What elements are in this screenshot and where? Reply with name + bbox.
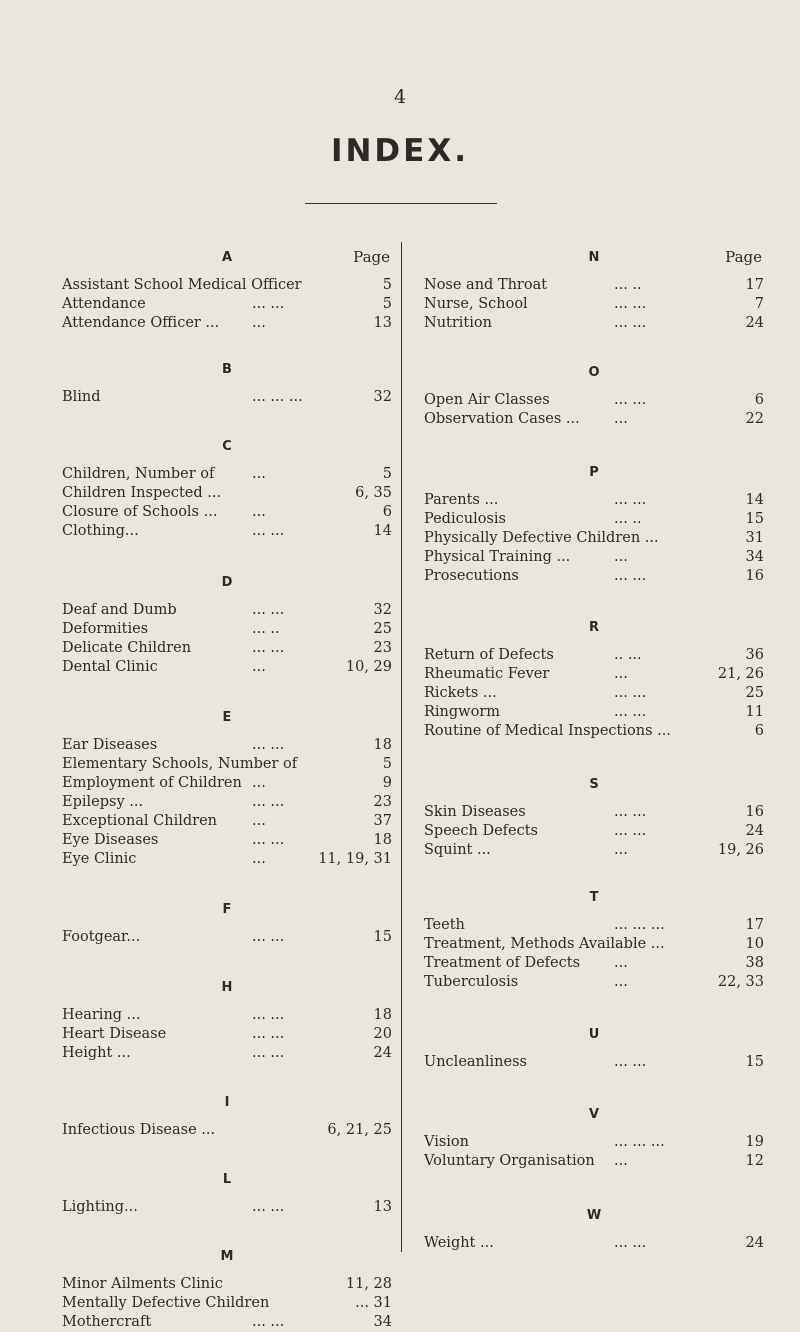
index-entry	[424, 1053, 764, 1072]
index-entry	[62, 1025, 392, 1044]
entry-term: Parents ...	[424, 492, 499, 508]
index-section-s	[424, 775, 764, 860]
entry-pages: 13	[373, 1199, 392, 1215]
entry-pages: 6, 21, 25	[327, 1122, 392, 1138]
section-letter: I	[224, 1095, 230, 1110]
section-letter: S	[589, 777, 599, 792]
section-letter: V	[588, 1107, 600, 1122]
index-entry	[62, 601, 392, 620]
page-title: INDEX.	[330, 133, 470, 169]
entry-term: Routine of Medical Inspections ...	[424, 723, 671, 739]
entry-leader: ... ...	[614, 392, 647, 408]
index-entry	[62, 639, 392, 658]
index-entry	[62, 812, 392, 831]
entry-term: Heart Disease	[62, 1026, 167, 1042]
entry-pages: 24	[745, 823, 764, 839]
entry-pages: 19, 26	[717, 842, 764, 858]
index-section-h	[62, 978, 392, 1063]
entry-term: Epilepsy ...	[62, 794, 144, 810]
entry-pages: 6, 35	[355, 485, 392, 501]
page-column-label: Page	[353, 248, 390, 266]
entry-leader: ...	[614, 549, 628, 565]
index-entry	[62, 793, 392, 812]
entry-leader: ... ...	[252, 737, 285, 753]
index-section-i	[62, 1093, 392, 1140]
entry-pages: 15	[745, 511, 764, 527]
index-entry	[424, 935, 764, 954]
entry-term: Nutrition	[424, 315, 492, 331]
entry-pages: 5	[382, 296, 392, 312]
index-entry	[62, 774, 392, 793]
entry-leader: ...	[252, 315, 266, 331]
entry-pages: 25	[373, 621, 392, 637]
entry-term: Deaf and Dumb	[62, 602, 177, 618]
entry-pages: 23	[373, 794, 392, 810]
entry-leader: ...	[252, 813, 266, 829]
index-entry	[424, 646, 764, 665]
entry-pages: 5	[382, 277, 392, 293]
index-entry	[62, 736, 392, 755]
entry-leader: ... ...	[614, 568, 647, 584]
entry-term: Uncleanliness	[424, 1054, 527, 1070]
entry-pages: 9	[382, 775, 392, 791]
entry-leader: ... ...	[252, 1314, 285, 1330]
entry-term: Teeth	[424, 917, 465, 933]
entry-term: Weight ...	[424, 1235, 494, 1251]
entry-term: Children, Number of	[62, 466, 215, 482]
entry-term: Observation Cases ...	[424, 411, 580, 427]
entry-leader: ... ...	[614, 704, 647, 720]
entry-term: Treatment, Methods Available ...	[424, 936, 665, 952]
entry-leader: ...	[614, 666, 628, 682]
index-section-r	[424, 618, 764, 741]
entry-term: Assistant School Medical Officer	[62, 277, 302, 293]
entry-term: Ear Diseases	[62, 737, 158, 753]
entry-pages: 14	[745, 492, 764, 508]
entry-pages: 24	[745, 315, 764, 331]
entry-pages: 25	[745, 685, 764, 701]
entry-term: Nose and Throat	[424, 277, 548, 293]
entry-term: Footgear...	[62, 929, 141, 945]
entry-term: Skin Diseases	[424, 804, 526, 820]
section-letter: M	[220, 1249, 234, 1264]
entry-leader: ...	[252, 851, 266, 867]
entry-leader: ...	[252, 504, 266, 520]
entry-term: Return of Defects	[424, 647, 554, 663]
index-entry	[62, 755, 392, 774]
entry-pages: 38	[745, 955, 764, 971]
section-letter: C	[222, 439, 232, 454]
index-entry	[62, 1198, 392, 1217]
entry-pages: 19	[745, 1134, 764, 1150]
entry-pages: 16	[745, 568, 764, 584]
entry-pages: 12	[745, 1153, 764, 1169]
entry-leader: ... ...	[252, 1007, 285, 1023]
section-letter: P	[589, 465, 599, 480]
section-letter: T	[589, 890, 599, 905]
section-letter: L	[222, 1172, 232, 1187]
index-section-d	[62, 573, 392, 677]
entry-term: Attendance Officer ...	[62, 315, 220, 331]
section-letter: H	[221, 980, 233, 995]
entry-term: Dental Clinic	[62, 659, 158, 675]
index-entry	[424, 295, 764, 314]
entry-pages: 24	[745, 1235, 764, 1251]
entry-pages: 18	[373, 832, 392, 848]
entry-pages: 14	[373, 523, 392, 539]
section-letter: O	[588, 365, 600, 380]
section-letter: W	[586, 1208, 602, 1223]
entry-pages: 7	[754, 296, 764, 312]
section-letter: F	[222, 902, 232, 917]
entry-term: Physically Defective Children ...	[424, 530, 659, 546]
entry-term: Mothercraft	[62, 1314, 152, 1330]
index-section-u	[424, 1025, 764, 1072]
entry-leader: ... ...	[614, 823, 647, 839]
index-entry	[62, 1313, 392, 1332]
entry-leader: ... ...	[252, 523, 285, 539]
index-entry	[424, 1133, 764, 1152]
entry-pages: 31	[745, 530, 764, 546]
entry-term: Elementary Schools, Number of	[62, 756, 298, 772]
index-entry	[62, 1006, 392, 1025]
index-entry	[424, 567, 764, 586]
page-column-label: Page	[725, 248, 762, 266]
index-entry	[424, 1234, 764, 1253]
section-letter: E	[222, 710, 232, 725]
section-letter: R	[588, 620, 599, 635]
index-entry	[424, 410, 764, 429]
index-entry	[62, 831, 392, 850]
index-entry	[62, 276, 392, 295]
entry-term: Tuberculosis	[424, 974, 519, 990]
entry-pages: 10	[745, 936, 764, 952]
entry-term: Height ...	[62, 1045, 131, 1061]
entry-pages: 17	[745, 917, 764, 933]
index-entry	[62, 620, 392, 639]
index-entry	[62, 295, 392, 314]
entry-term: Employment of Children	[62, 775, 242, 791]
index-entry	[62, 1121, 392, 1140]
section-letter: B	[222, 362, 232, 377]
column-header	[424, 248, 764, 274]
entry-leader: ...	[614, 411, 628, 427]
index-section-e	[62, 708, 392, 869]
entry-leader: ...	[614, 1153, 628, 1169]
page-number: 4	[393, 86, 407, 108]
entry-leader: ...	[614, 842, 628, 858]
index-entry	[62, 503, 392, 522]
entry-leader: ...	[252, 659, 266, 675]
index-entry	[424, 954, 764, 973]
index-section-p	[424, 463, 764, 586]
index-entry	[62, 928, 392, 947]
entry-term: Rickets ...	[424, 685, 497, 701]
entry-term: Delicate Children	[62, 640, 192, 656]
index-column-right	[424, 248, 764, 1253]
index-entry	[62, 314, 392, 333]
index-section-t	[424, 888, 764, 992]
index-entry	[62, 522, 392, 541]
entry-pages: 20	[373, 1026, 392, 1042]
entry-leader: ... ...	[614, 804, 647, 820]
entry-pages: 32	[373, 389, 392, 405]
entry-pages: 5	[382, 756, 392, 772]
entry-term: Blind	[62, 389, 101, 405]
index-section-o	[424, 363, 764, 429]
entry-leader: ... ...	[614, 685, 647, 701]
entry-leader: ... ... ...	[614, 1134, 665, 1150]
entry-term: Treatment of Defects	[424, 955, 581, 971]
entry-term: Hearing ...	[62, 1007, 141, 1023]
index-entry	[424, 491, 764, 510]
entry-leader: .. ...	[614, 647, 642, 663]
entry-term: Infectious Disease ...	[62, 1122, 216, 1138]
entry-pages: 18	[373, 737, 392, 753]
entry-term: Open Air Classes	[424, 392, 550, 408]
entry-term: Physical Training ...	[424, 549, 571, 565]
entry-term: Exceptional Children	[62, 813, 218, 829]
entry-leader: ... ...	[252, 602, 285, 618]
index-entry	[424, 391, 764, 410]
entry-pages: 6	[382, 504, 392, 520]
entry-pages: 23	[373, 640, 392, 656]
index-entry	[62, 1044, 392, 1063]
entry-leader: ... ...	[252, 640, 285, 656]
entry-leader: ... ... ...	[252, 389, 303, 405]
entry-pages: 15	[373, 929, 392, 945]
index-entry	[424, 665, 764, 684]
entry-leader: ... ..	[252, 621, 280, 637]
index-section-w	[424, 1206, 764, 1253]
entry-leader: ... ...	[252, 1045, 285, 1061]
index-entry	[424, 822, 764, 841]
entry-leader: ... ...	[614, 1235, 647, 1251]
entry-term: Attendance	[62, 296, 146, 312]
entry-pages: 17	[745, 277, 764, 293]
entry-leader: ... ...	[252, 832, 285, 848]
index-column-left	[62, 248, 392, 1332]
entry-term: Ringworm	[424, 704, 500, 720]
entry-term: Closure of Schools ...	[62, 504, 218, 520]
index-entry	[424, 276, 764, 295]
title-rule	[305, 203, 497, 204]
index-section-m	[62, 1247, 392, 1332]
entry-pages: 5	[382, 466, 392, 482]
entry-leader: ... ...	[252, 296, 285, 312]
index-entry	[62, 388, 392, 407]
entry-leader: ... ...	[614, 492, 647, 508]
entry-term: Mentally Defective Children	[62, 1295, 270, 1311]
entry-pages: 10, 29	[345, 659, 392, 675]
entry-pages: ... 31	[355, 1295, 392, 1311]
index-entry	[424, 548, 764, 567]
index-entry	[62, 1294, 392, 1313]
entry-pages: 16	[745, 804, 764, 820]
entry-term: Pediculosis	[424, 511, 506, 527]
index-entry	[424, 841, 764, 860]
entry-pages: 18	[373, 1007, 392, 1023]
entry-leader: ... ..	[614, 511, 642, 527]
entry-term: Prosecutions	[424, 568, 519, 584]
index-entry	[62, 850, 392, 869]
entry-pages: 11, 28	[345, 1276, 392, 1292]
entry-leader: ... ...	[252, 1026, 285, 1042]
index-entry	[424, 803, 764, 822]
entry-leader: ... ... ...	[614, 917, 665, 933]
index-entry	[424, 722, 764, 741]
entry-leader: ... ...	[252, 929, 285, 945]
entry-pages: 13	[373, 315, 392, 331]
entry-leader: ... ...	[614, 315, 647, 331]
entry-leader: ... ...	[252, 1199, 285, 1215]
entry-pages: 36	[745, 647, 764, 663]
index-section-f	[62, 900, 392, 947]
column-header	[62, 248, 392, 274]
entry-pages: 11, 19, 31	[318, 851, 392, 867]
entry-term: Minor Ailments Clinic	[62, 1276, 223, 1292]
entry-term: Voluntary Organisation	[424, 1153, 595, 1169]
index-section-v	[424, 1105, 764, 1171]
index-section-a	[62, 248, 392, 333]
index-section-b	[62, 360, 392, 407]
entry-term: Nurse, School	[424, 296, 528, 312]
index-section-l	[62, 1170, 392, 1217]
index-section-c	[62, 437, 392, 541]
index-section-n	[424, 248, 764, 333]
entry-leader: ...	[614, 974, 628, 990]
entry-pages: 15	[745, 1054, 764, 1070]
entry-pages: 21, 26	[717, 666, 764, 682]
index-entry	[62, 465, 392, 484]
section-letter: D	[221, 575, 233, 590]
entry-term: Squint ...	[424, 842, 491, 858]
index-entry	[424, 703, 764, 722]
entry-leader: ... ...	[252, 794, 285, 810]
entry-pages: 6	[754, 392, 764, 408]
index-entry	[62, 484, 392, 503]
entry-pages: 6	[754, 723, 764, 739]
index-entry	[424, 314, 764, 333]
entry-leader: ...	[252, 466, 266, 482]
entry-pages: 22	[745, 411, 764, 427]
entry-term: Eye Diseases	[62, 832, 159, 848]
entry-pages: 34	[745, 549, 764, 565]
index-entry	[424, 529, 764, 548]
entry-term: Children Inspected ...	[62, 485, 222, 501]
entry-term: Clothing...	[62, 523, 139, 539]
index-entry	[424, 684, 764, 703]
section-letter: A	[221, 250, 233, 265]
index-entry	[424, 973, 764, 992]
entry-term: Rheumatic Fever	[424, 666, 550, 682]
column-divider	[401, 242, 402, 1252]
index-entry	[424, 1152, 764, 1171]
index-entry	[424, 510, 764, 529]
entry-leader: ... ...	[614, 1054, 647, 1070]
index-entry	[62, 658, 392, 677]
entry-term: Vision	[424, 1134, 470, 1150]
entry-leader: ...	[614, 955, 628, 971]
entry-pages: 11	[745, 704, 764, 720]
entry-term: Deformities	[62, 621, 149, 637]
section-letter: U	[588, 1027, 600, 1042]
entry-term: Eye Clinic	[62, 851, 137, 867]
entry-leader: ... ..	[614, 277, 642, 293]
entry-pages: 37	[373, 813, 392, 829]
entry-pages: 32	[373, 602, 392, 618]
entry-term: Speech Defects	[424, 823, 538, 839]
entry-pages: 24	[373, 1045, 392, 1061]
entry-pages: 22, 33	[717, 974, 764, 990]
entry-pages: 34	[373, 1314, 392, 1330]
section-letter: N	[588, 250, 600, 265]
index-entry	[424, 916, 764, 935]
entry-leader: ...	[252, 775, 266, 791]
entry-term: Lighting...	[62, 1199, 138, 1215]
entry-leader: ... ...	[614, 296, 647, 312]
